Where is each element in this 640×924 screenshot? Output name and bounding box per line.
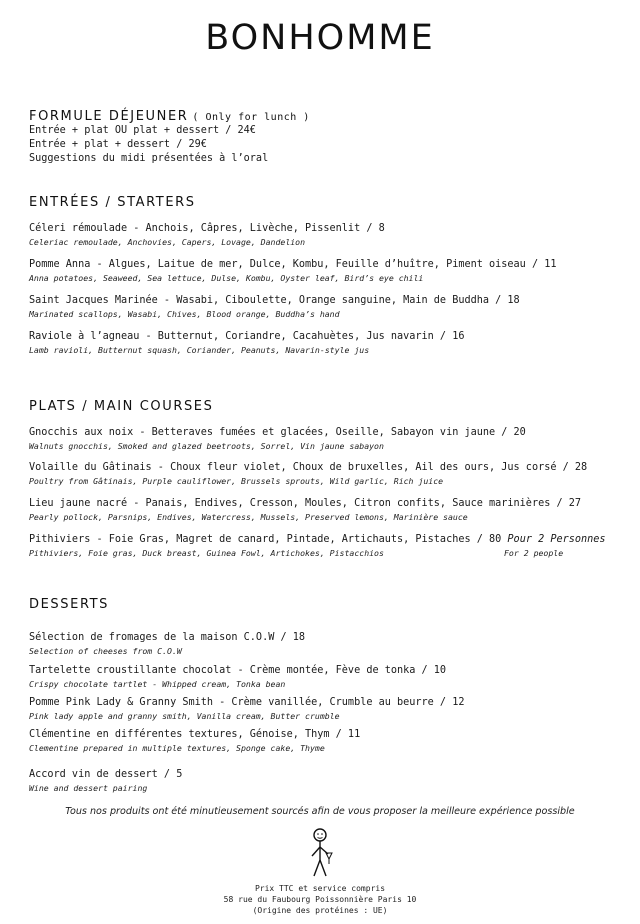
- section-title-lunch: [29, 109, 310, 124]
- menu-item-en: Poultry from Gâtinais, Purple cauliflower, Brussels sprouts, Wild garlic, Rich juice: [29, 476, 444, 486]
- menu-item-fr: [29, 534, 606, 545]
- menu-item-fr: Raviole à l’agneau - Butternut, Coriandre, Cacahuètes, Jus navarin / 16: [29, 331, 465, 342]
- lunch-line: Entrée + plat OU plat + dessert / 24€: [29, 125, 256, 136]
- menu-item-en: Lamb ravioli, Butternut squash, Coriander, Peanuts, Navarin-style jus: [29, 345, 370, 355]
- menu-item-en: Pithiviers, Foie gras, Duck breast, Guinea Fowl, Artichokes, Pistacchios: [29, 548, 384, 558]
- menu-item-en: Walnuts gnocchis, Smoked and glazed beetroots, Sorrel, Vin jaune sabayon: [29, 441, 384, 451]
- menu-item-en: Marinated scallops, Wasabi, Chives, Blood orange, Buddha’s hand: [29, 309, 340, 319]
- lunch-note: ( Only for lunch ): [192, 112, 310, 123]
- section-title-desserts: DESSERTS: [29, 597, 110, 612]
- menu-item-en-extra: For 2 people: [504, 548, 564, 558]
- menu-item-en: Clementine prepared in multiple textures, Sponge cake, Thyme: [29, 743, 325, 753]
- menu-item-fr: Pomme Anna - Algues, Laitue de mer, Dulce, Kombu, Feuille d’huître, Piment oiseau / 11: [29, 259, 557, 270]
- menu-item-en: Selection of cheeses from C.O.W: [29, 646, 182, 656]
- menu-item-fr-extra: Pour 2 Personnes: [507, 534, 606, 545]
- protein-origin: (Origine des protéines : UE): [252, 906, 388, 915]
- lunch-line: Suggestions du midi présentées à l’oral: [29, 153, 269, 164]
- menu-item-en: Anna potatoes, Seaweed, Sea lettuce, Dulse, Kombu, Oyster leaf, Bird’s eye chili: [29, 273, 424, 283]
- menu-item-fr: Gnocchis aux noix - Betteraves fumées et glacées, Oseille, Sabayon vin jaune / 20: [29, 427, 526, 438]
- menu-item-en: Pink lady apple and granny smith, Vanilla cream, Butter crumble: [29, 711, 340, 721]
- lunch-title: FORMULE DÉJEUNER: [29, 109, 189, 124]
- menu-item-en: Crispy chocolate tartlet - Whipped cream, Tonka bean: [29, 679, 286, 689]
- menu-item-fr: Tartelette croustillante chocolat - Crème montée, Fève de tonka / 10: [29, 665, 447, 676]
- price-note: Prix TTC et service compris: [254, 884, 386, 893]
- restaurant-logo: BONHOMME: [205, 18, 435, 58]
- sourcing-statement: Tous nos produits ont été minutieusement sourcés afin de vous proposer la meilleure expérience possible: [65, 806, 575, 817]
- lunch-line: Entrée + plat + dessert / 29€: [29, 139, 207, 150]
- menu-item-fr: Lieu jaune nacré - Panais, Endives, Cresson, Moules, Citron confits, Sauce marinières / 27: [29, 498, 582, 509]
- menu-item-fr: Accord vin de dessert / 5: [29, 769, 183, 780]
- menu-item-en: Celeriac remoulade, Anchovies, Capers, Lovage, Dandelion: [29, 237, 306, 247]
- menu-item-fr: Pomme Pink Lady & Granny Smith - Crème vanillée, Crumble au beurre / 12: [29, 697, 465, 708]
- menu-item-fr: Volaille du Gâtinais - Choux fleur violet, Choux de bruxelles, Ail des ours, Jus corsé / 28: [29, 462, 588, 473]
- menu-item-en: Pearly pollock, Parsnips, Endives, Watercress, Mussels, Preserved lemons, Marinière sauce: [29, 512, 468, 522]
- menu-item-fr: Saint Jacques Marinée - Wasabi, Ciboulette, Orange sanguine, Main de Buddha / 18: [29, 295, 520, 306]
- address: 58 rue du Faubourg Poissonnière Paris 10: [223, 895, 417, 904]
- stick-figure-icon: [307, 826, 335, 880]
- menu-item-en: Wine and dessert pairing: [29, 783, 148, 793]
- menu-item-fr: Sélection de fromages de la maison C.O.W / 18: [29, 632, 306, 643]
- section-title-starters: ENTRÉES / STARTERS: [29, 195, 196, 210]
- section-title-mains: PLATS / MAIN COURSES: [29, 399, 214, 414]
- menu-item-fr-text: Pithiviers - Foie Gras, Magret de canard, Pintade, Artichauts, Pistaches / 80: [29, 534, 502, 545]
- menu-item-fr: Céleri rémoulade - Anchois, Câpres, Livèche, Pissenlit / 8: [29, 223, 385, 234]
- menu-item-fr: Clémentine en différentes textures, Génoise, Thym / 11: [29, 729, 361, 740]
